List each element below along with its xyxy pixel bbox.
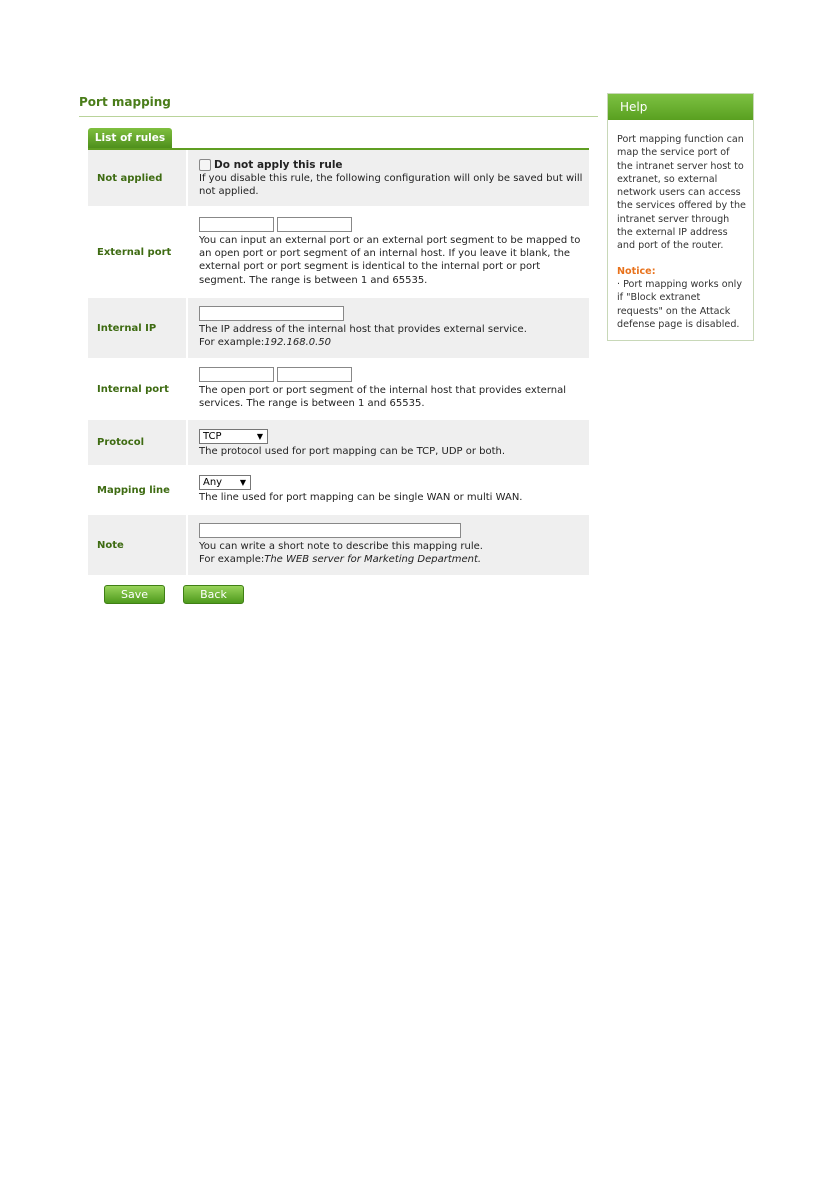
- row-content-external-port: [199, 217, 583, 287]
- internal-ip-example: [199, 336, 583, 349]
- note-example-value: The WEB server for Marketing Department.: [264, 554, 482, 566]
- row-note: [88, 515, 589, 575]
- page-title: Port mapping: [79, 95, 171, 109]
- row-label-not-applied: Not applied: [88, 150, 188, 206]
- note-example-prefix: For example:: [199, 554, 265, 566]
- chevron-down-icon: ▼: [256, 432, 263, 441]
- internal-port-inputs: [199, 367, 583, 382]
- row-content-internal-ip: [199, 306, 583, 349]
- chevron-down-icon: ▼: [239, 478, 246, 487]
- title-divider: [79, 116, 598, 117]
- disable-rule-option: [199, 159, 583, 172]
- row-label-mapping-line: Mapping line: [88, 466, 188, 514]
- row-external-port: [88, 207, 589, 297]
- disable-rule-checkbox[interactable]: [199, 159, 211, 171]
- row-mapping-line: [88, 466, 589, 514]
- protocol-select-wrap: [199, 429, 583, 444]
- not-applied-description: If you disable this rule, the following configuration will only be saved but will not applied.: [199, 173, 583, 198]
- internal-port-description: The open port or port segment of the internal host that provides external services. The range is between 1 and 65535.: [199, 385, 567, 410]
- help-body: [608, 120, 753, 331]
- mapping-line-select-wrap: [199, 475, 583, 490]
- external-port-description: You can input an external port or an external port segment to be mapped to an open port or port segment of an internal host. If you leave it blank, the external port or port segment is identical to the internal port or port segment. The range is between 1 and 65535.: [199, 235, 581, 286]
- row-label-external-port: External port: [88, 207, 188, 297]
- protocol-description: The protocol used for port mapping can be TCP, UDP or both.: [199, 446, 506, 457]
- external-port-end-input[interactable]: [277, 217, 352, 232]
- disable-rule-label[interactable]: Do not apply this rule: [214, 159, 343, 171]
- help-notice-title: Notice:: [617, 265, 656, 277]
- row-content-not-applied: [199, 159, 583, 199]
- internal-ip-example-prefix: For example:: [199, 337, 265, 349]
- back-button[interactable]: Back: [183, 585, 244, 604]
- note-input-wrap: [199, 523, 583, 538]
- row-internal-ip: [88, 298, 589, 358]
- row-content-mapping-line: [199, 475, 583, 504]
- row-internal-port: [88, 359, 589, 419]
- row-label-internal-port: Internal port: [88, 359, 188, 419]
- mapping-line-selected-value: Any: [203, 477, 223, 488]
- row-not-applied: [88, 150, 589, 206]
- row-label-note: Note: [88, 515, 188, 575]
- help-notice-text: · Port mapping works only if "Block extranet requests" on the Attack defense page is disabled.: [617, 278, 743, 330]
- protocol-selected-value: TCP: [203, 431, 222, 442]
- internal-ip-example-value: 192.168.0.50: [264, 337, 332, 349]
- tab-list-of-rules[interactable]: List of rules: [88, 128, 172, 148]
- internal-port-start-input[interactable]: [199, 367, 274, 382]
- help-panel: [607, 93, 754, 341]
- help-title: Help: [608, 94, 753, 120]
- row-label-protocol: Protocol: [88, 420, 188, 465]
- note-input[interactable]: [199, 523, 461, 538]
- note-description: You can write a short note to describe this mapping rule.: [199, 541, 483, 552]
- help-text: Port mapping function can map the service port of the intranet server host to extranet, so external network users can access the services offered by the intranet server through the external IP address and port of the router.: [617, 134, 746, 252]
- mapping-line-select[interactable]: [199, 475, 251, 490]
- row-content-protocol: [199, 429, 583, 458]
- save-button[interactable]: Save: [104, 585, 165, 604]
- internal-ip-input-wrap: [199, 306, 583, 321]
- external-port-inputs: [199, 217, 583, 232]
- internal-port-end-input[interactable]: [277, 367, 352, 382]
- internal-ip-description: The IP address of the internal host that provides external service.: [199, 324, 527, 335]
- mapping-line-description: The line used for port mapping can be single WAN or multi WAN.: [199, 492, 523, 503]
- internal-ip-input[interactable]: [199, 306, 344, 321]
- rule-form: [88, 150, 589, 575]
- row-content-internal-port: [199, 367, 583, 410]
- row-label-internal-ip: Internal IP: [88, 298, 188, 358]
- row-protocol: [88, 420, 589, 465]
- protocol-select[interactable]: [199, 429, 268, 444]
- external-port-start-input[interactable]: [199, 217, 274, 232]
- row-content-note: [199, 523, 583, 566]
- note-example: [199, 553, 583, 566]
